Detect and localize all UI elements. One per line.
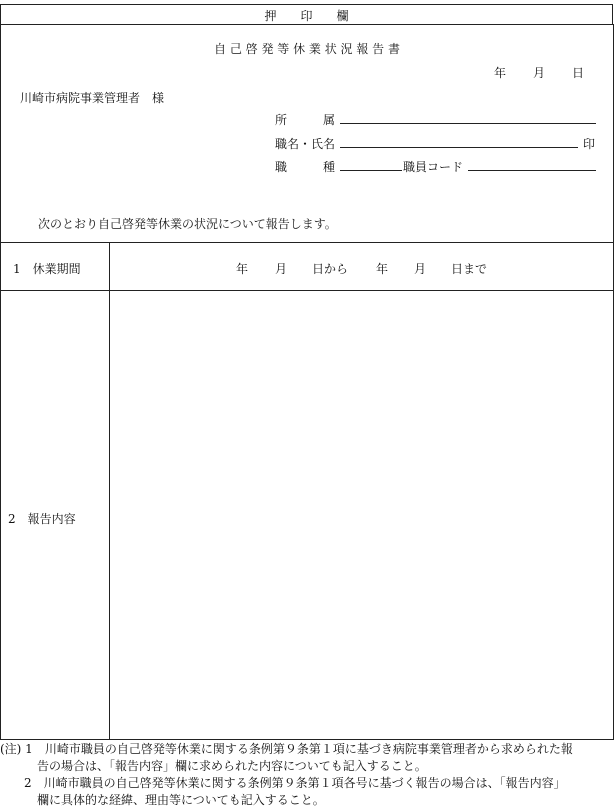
staff-code-label: 職員コード <box>403 160 464 174</box>
addressee: 川崎市病院事業管理者 様 <box>20 91 165 105</box>
period-end-day: 日まで <box>451 262 488 276</box>
table-column-rule <box>109 242 110 740</box>
content-area[interactable] <box>112 294 610 736</box>
table-top-rule <box>0 242 614 243</box>
period-end-month: 月 <box>414 262 427 276</box>
period-start-day: 日から <box>312 262 349 276</box>
table-row-rule <box>0 290 614 291</box>
period-start-year: 年 <box>236 262 249 276</box>
report-title: 自 己 啓 発 等 休 業 状 況 報 告 書 <box>214 42 400 56</box>
date-month: 月 <box>533 66 546 80</box>
affiliation-field[interactable] <box>340 123 596 124</box>
intro-text: 次のとおり自己啓発等休業の状況について報告します。 <box>38 217 337 231</box>
occupation-field[interactable] <box>340 170 402 171</box>
job-name-label: 職名・氏名 <box>275 137 336 151</box>
period-label: 1 休業期間 <box>13 262 81 276</box>
date-year: 年 <box>494 66 507 80</box>
job-name-field[interactable] <box>340 147 578 148</box>
period-start-month: 月 <box>275 262 288 276</box>
note-2-line-2: 欄に具体的な経緯、理由等についても記入すること。 <box>37 793 325 807</box>
content-label: 2 報告内容 <box>8 512 76 526</box>
note-1-line-2: 告の場合は、「報告内容」欄に求められた内容についても記入すること。 <box>37 759 427 773</box>
note-1-line-1: (注) 1 川崎市職員の自己啓発等休業に関する条例第９条第１項に基づき病院事業管理者から求められた報 <box>0 742 573 756</box>
occupation-label: 職 種 <box>275 160 336 174</box>
stamp-label: 押 印 欄 <box>264 9 349 23</box>
date-day: 日 <box>572 66 585 80</box>
staff-code-field[interactable] <box>468 170 596 171</box>
period-end-year: 年 <box>376 262 389 276</box>
note-2-line-1: 2 川崎市職員の自己啓発等休業に関する条例第９条第１項各号に基づく報告の場合は、「報告内容」 <box>24 776 566 790</box>
seal-mark: 印 <box>583 137 596 151</box>
affiliation-label: 所 属 <box>275 113 336 127</box>
